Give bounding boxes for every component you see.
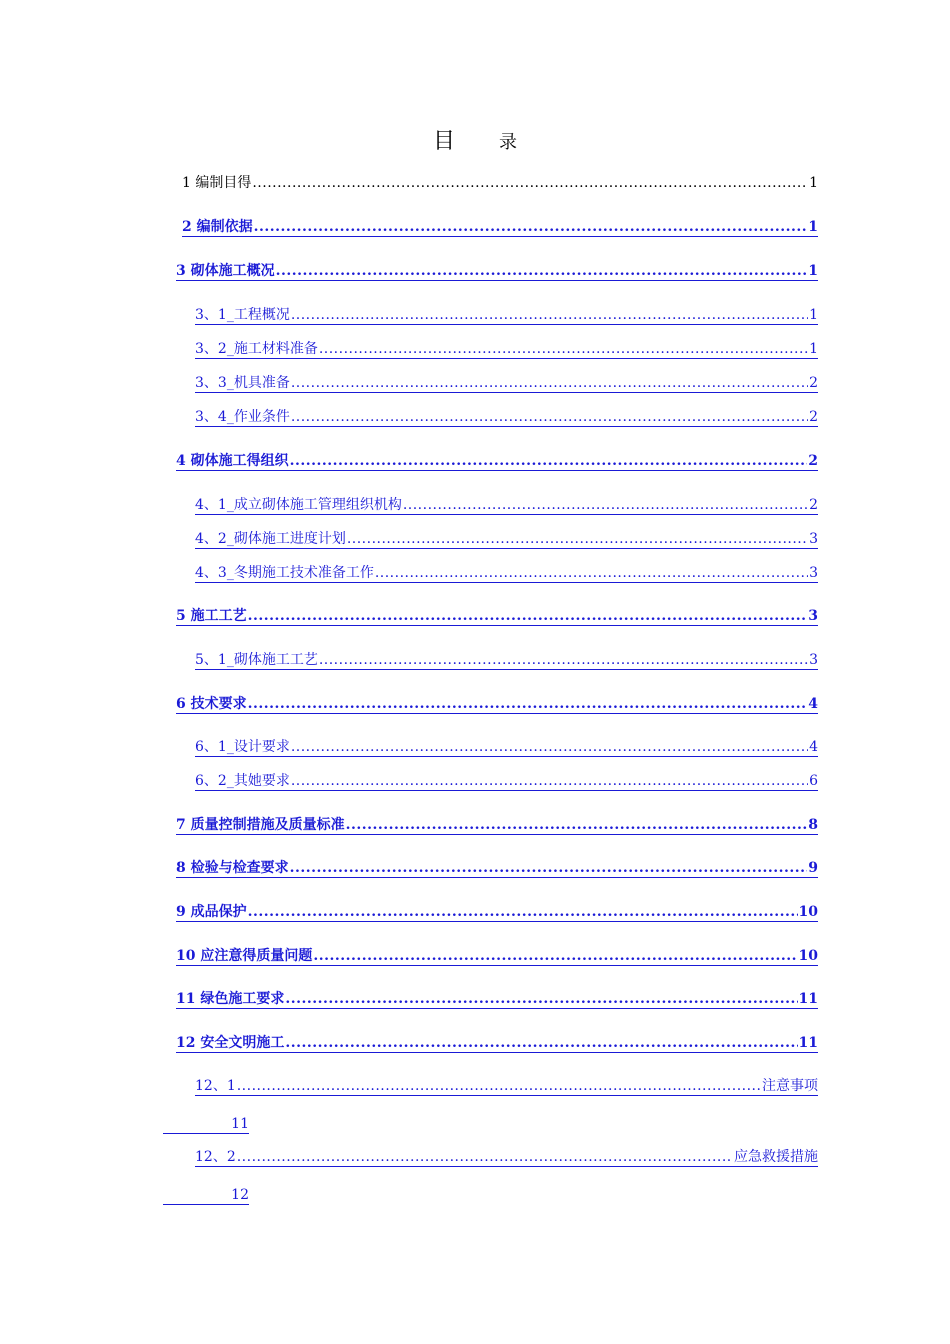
toc-leader-dots — [375, 564, 808, 582]
toc-leader-dots — [285, 1034, 797, 1052]
toc-entry-6-1[interactable] — [195, 738, 818, 757]
toc-entry-12-1[interactable] — [195, 1077, 818, 1096]
toc-leader-dots — [290, 859, 808, 877]
toc-entry-label: 1 编制目得 — [182, 175, 252, 191]
toc-entry-label: 3、2_施工材料准备 — [195, 341, 318, 357]
toc-entry-page: 1 — [809, 307, 818, 323]
toc-entry-3-4[interactable] — [195, 408, 818, 427]
toc-leader-dots — [319, 340, 808, 358]
toc-entry-page: 6 — [809, 773, 818, 789]
title-char-1: 目 — [432, 129, 455, 154]
toc-leader-dots — [291, 306, 808, 324]
toc-leader-dots — [291, 374, 808, 392]
toc-leader-dots — [254, 218, 808, 236]
toc-entry-3[interactable] — [176, 262, 818, 281]
toc-entry-page: 2 — [809, 497, 818, 513]
toc-entry-9[interactable] — [176, 903, 818, 922]
toc-leader-dots — [237, 1148, 733, 1166]
toc-entry-label: 4、2_砌体施工进度计划 — [195, 531, 346, 547]
toc-entry-page: 4 — [809, 739, 818, 755]
toc-title — [0, 124, 950, 155]
toc-entry-page: 9 — [808, 860, 818, 876]
toc-entry-6[interactable] — [176, 695, 818, 714]
toc-entry-page: 1 — [809, 175, 818, 191]
toc-leader-dots — [285, 990, 797, 1008]
toc-entry-3-1[interactable] — [195, 306, 818, 325]
toc-leader-dots — [403, 496, 808, 514]
toc-entry-page: 1 — [808, 219, 818, 235]
toc-leader-dots — [291, 738, 808, 756]
toc-entry-suffix: 注意事项 — [762, 1078, 818, 1094]
toc-entry-label: 8 检验与检查要求 — [176, 860, 289, 876]
toc-entry-label: 4、3_冬期施工技术准备工作 — [195, 565, 374, 581]
toc-entry-label: 9 成品保护 — [176, 904, 247, 920]
title-char-2: 录 — [499, 132, 517, 153]
toc-leader-dots — [276, 262, 808, 280]
toc-leader-dots — [248, 903, 798, 921]
toc-entry-label: 11 绿色施工要求 — [176, 991, 285, 1007]
toc-entry-label: 3、3_机具准备 — [195, 375, 290, 391]
toc-entry-label: 10 应注意得质量问题 — [176, 948, 313, 964]
toc-entry-page: 1 — [809, 341, 818, 357]
toc-entry-7[interactable] — [176, 816, 818, 835]
toc-entry-page: 3 — [809, 565, 818, 581]
toc-entry-label: 2 编制依据 — [182, 219, 253, 235]
toc-entry-10[interactable] — [176, 947, 818, 966]
toc-leader-dots — [237, 1077, 761, 1095]
toc-entry-6-2[interactable] — [195, 772, 818, 791]
toc-entry-page: 11 — [798, 991, 818, 1007]
toc-entry-page: 11 — [798, 1035, 818, 1051]
toc-entry-4-3[interactable] — [195, 564, 818, 583]
toc-entry-label: 12 安全文明施工 — [176, 1035, 285, 1051]
toc-entry-12-2[interactable] — [195, 1148, 818, 1167]
toc-entry-2[interactable] — [182, 218, 818, 237]
toc-entry-label: 6、2_其她要求 — [195, 773, 290, 789]
toc-entry-12-2-page[interactable] — [163, 1186, 249, 1205]
toc-leader-dots — [313, 947, 797, 965]
toc-leader-dots — [291, 772, 808, 790]
toc-entry-12[interactable] — [176, 1034, 818, 1053]
toc-entry-page: 10 — [798, 948, 818, 964]
toc-leader-dots — [346, 816, 808, 834]
toc-leader-dots — [319, 651, 808, 669]
toc-entry-page: 8 — [808, 817, 818, 833]
toc-entry-12-1-page[interactable] — [163, 1115, 249, 1134]
toc-entry-label: 5 施工工艺 — [176, 608, 247, 624]
toc-entry-label: 12、2 — [195, 1149, 236, 1165]
toc-entry-3-2[interactable] — [195, 340, 818, 359]
toc-leader-dots — [291, 408, 808, 426]
toc-entry-4-2[interactable] — [195, 530, 818, 549]
toc-entry-suffix: 应急救援措施 — [734, 1149, 818, 1165]
toc-entry-label: 3 砌体施工概况 — [176, 263, 275, 279]
toc-entry-label: 6 技术要求 — [176, 696, 247, 712]
toc-entry-page: 3 — [808, 608, 818, 624]
toc-entry-label: 3、1_工程概况 — [195, 307, 290, 323]
toc-entry-page: 2 — [809, 409, 818, 425]
toc-entry-label: 3、4_作业条件 — [195, 409, 290, 425]
toc-leader-dots — [252, 174, 808, 192]
toc-entry-page: 11 — [231, 1116, 249, 1132]
toc-entry-page: 2 — [809, 375, 818, 391]
toc-entry-1 — [182, 174, 818, 192]
toc-entry-page: 2 — [808, 453, 818, 469]
toc-entry-label: 4、1_成立砌体施工管理组织机构 — [195, 497, 402, 513]
toc-leader-dots — [248, 695, 808, 713]
toc-leader-dots — [347, 530, 808, 548]
toc-entry-4-1[interactable] — [195, 496, 818, 515]
toc-entry-page: 10 — [798, 904, 818, 920]
toc-entry-label: 4 砌体施工得组织 — [176, 453, 289, 469]
toc-entry-5-1[interactable] — [195, 651, 818, 670]
toc-entry-label: 6、1_设计要求 — [195, 739, 290, 755]
toc-leader-dots — [248, 607, 808, 625]
toc-entry-page: 3 — [809, 531, 818, 547]
toc-entry-label: 7 质量控制措施及质量标准 — [176, 817, 345, 833]
toc-leader-dots — [290, 452, 808, 470]
toc-entry-page: 1 — [808, 263, 818, 279]
toc-entry-label: 5、1_砌体施工工艺 — [195, 652, 318, 668]
toc-entry-11[interactable] — [176, 990, 818, 1009]
toc-entry-page: 3 — [809, 652, 818, 668]
toc-entry-4[interactable] — [176, 452, 818, 471]
toc-entry-5[interactable] — [176, 607, 818, 626]
toc-entry-page: 4 — [808, 696, 818, 712]
toc-entry-page: 12 — [231, 1187, 249, 1203]
toc-entry-3-3[interactable] — [195, 374, 818, 393]
toc-entry-8[interactable] — [176, 859, 818, 878]
toc-entry-label: 12、1 — [195, 1078, 236, 1094]
